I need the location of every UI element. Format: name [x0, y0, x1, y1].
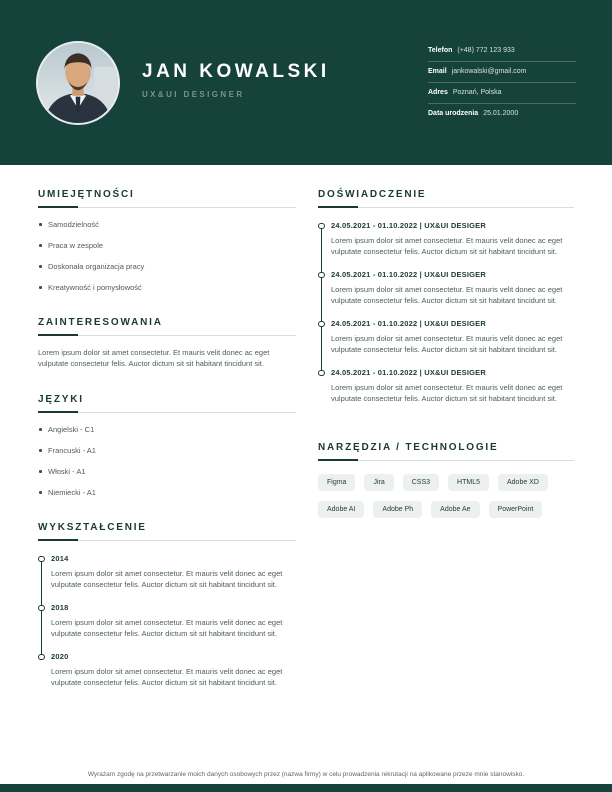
section-education: [38, 522, 296, 701]
contact-row-phone: [428, 41, 576, 61]
education-year: 2014: [51, 554, 69, 563]
tool-tag: Adobe AI: [318, 501, 364, 518]
education-timeline: [38, 554, 296, 701]
tool-tag: Adobe Ae: [431, 501, 479, 518]
experience-entry: [318, 368, 574, 417]
experience-heading: 24.05.2021 - 01.10.2022 | UX&UI DESIGER: [331, 319, 486, 328]
profile-photo: [36, 41, 120, 125]
birthdate-value: 25.01.2000: [483, 110, 519, 117]
phone-value: (+48) 772 123 933: [457, 47, 515, 54]
right-column: [318, 189, 574, 726]
skills-title: UMIEJĘTNOŚCI: [38, 189, 296, 208]
contact-row-email: [428, 61, 576, 82]
name-block: [142, 61, 330, 99]
tool-tag: Adobe XD: [498, 474, 548, 491]
education-year: 2018: [51, 603, 69, 612]
experience-desc: Lorem ipsum dolor sit amet consectetur. Et mauris velit donec ac eget vulputate consectetur felis. Auctor dictum sit sit habitant tincidunt sit.: [331, 285, 563, 305]
experience-heading: 24.05.2021 - 01.10.2022 | UX&UI DESIGER: [331, 368, 486, 377]
experience-heading: 24.05.2021 - 01.10.2022 | UX&UI DESIGER: [331, 270, 486, 279]
left-column: [38, 189, 296, 726]
experience-entry: [318, 270, 574, 319]
contact-row-birthdate: [428, 103, 576, 124]
profile-photo-illustration: [38, 43, 118, 123]
person-role: UX&UI DESIGNER: [142, 89, 245, 99]
email-label: Email: [428, 68, 447, 75]
person-name: JAN KOWALSKI: [142, 60, 330, 82]
skill-item: Doskonała organizacja pracy: [38, 262, 296, 271]
contact-info: [428, 41, 576, 124]
skill-item: Praca w zespole: [38, 241, 296, 250]
experience-entry: [318, 319, 574, 368]
education-desc: Lorem ipsum dolor sit amet consectetur. Et mauris velit donec ac eget vulputate consectetur felis. Auctor dictum sit sit habitant tincidunt sit.: [51, 569, 283, 589]
interests-title: ZAINTERESOWANIA: [38, 317, 296, 336]
tools-tags: [318, 474, 574, 518]
section-tools: [318, 442, 574, 518]
education-entry: [38, 554, 296, 603]
education-entry: [38, 603, 296, 652]
tool-tag: Jira: [364, 474, 393, 491]
experience-heading: 24.05.2021 - 01.10.2022 | UX&UI DESIGER: [331, 221, 486, 230]
experience-desc: Lorem ipsum dolor sit amet consectetur. Et mauris velit donec ac eget vulputate consectetur felis. Auctor dictum sit sit habitant tincidunt sit.: [331, 334, 563, 354]
birthdate-label: Data urodzenia: [428, 110, 479, 117]
experience-desc: Lorem ipsum dolor sit amet consectetur. Et mauris velit donec ac eget vulputate consectetur felis. Auctor dictum sit sit habitant tincidunt sit.: [331, 236, 563, 256]
language-item: Angielski - C1: [38, 425, 296, 434]
tool-tag: Figma: [318, 474, 355, 491]
education-desc: Lorem ipsum dolor sit amet consectetur. Et mauris velit donec ac eget vulputate consectetur felis. Auctor dictum sit sit habitant tincidunt sit.: [51, 618, 283, 638]
skill-item: Samodzielność: [38, 220, 296, 229]
email-value: jankowalski@gmail.com: [451, 68, 527, 75]
education-year: 2020: [51, 652, 69, 661]
footer-accent-bar: [0, 784, 612, 792]
experience-entry: [318, 221, 574, 270]
experience-timeline: [318, 221, 574, 417]
tool-tag: CSS3: [403, 474, 439, 491]
tool-tag: Adobe Ph: [373, 501, 422, 518]
section-skills: [38, 189, 296, 292]
gdpr-consent-note: Wyrażam zgodę na przetwarzanie moich danych osobowych przez (nazwa firmy) w celu prowadzenia rekrutacji na aplikowane przeze mnie stanowisko.: [87, 771, 525, 778]
skills-list: [38, 220, 296, 292]
main-content: [0, 165, 612, 726]
education-title: WYKSZTAŁCENIE: [38, 522, 296, 541]
education-desc: Lorem ipsum dolor sit amet consectetur. Et mauris velit donec ac eget vulputate consectetur felis. Auctor dictum sit sit habitant tincidunt sit.: [51, 667, 283, 687]
section-experience: [318, 189, 574, 417]
tool-tag: PowerPoint: [489, 501, 543, 518]
skill-item: Kreatywność i pomysłowość: [38, 283, 296, 292]
language-item: Niemiecki - A1: [38, 488, 296, 497]
section-interests: [38, 317, 296, 369]
contact-row-address: [428, 82, 576, 103]
education-entry: [38, 652, 296, 701]
header: [0, 0, 612, 165]
language-item: Włoski - A1: [38, 467, 296, 476]
experience-title: DOŚWIADCZENIE: [318, 189, 574, 208]
address-label: Adres: [428, 89, 448, 96]
language-item: Francuski - A1: [38, 446, 296, 455]
address-value: Poznań, Polska: [452, 89, 502, 96]
languages-title: JĘZYKI: [38, 394, 296, 413]
section-languages: [38, 394, 296, 497]
experience-desc: Lorem ipsum dolor sit amet consectetur. Et mauris velit donec ac eget vulputate consectetur felis. Auctor dictum sit sit habitant tincidunt sit.: [331, 383, 563, 403]
tools-title: NARZĘDZIA / TECHNOLOGIE: [318, 442, 574, 461]
tool-tag: HTML5: [448, 474, 489, 491]
interests-text: Lorem ipsum dolor sit amet consectetur. Et mauris velit donec ac eget vulputate consectetur felis. Auctor dictum sit sit habitant tincidunt sit.: [38, 348, 270, 368]
phone-label: Telefon: [428, 47, 453, 54]
languages-list: [38, 425, 296, 497]
